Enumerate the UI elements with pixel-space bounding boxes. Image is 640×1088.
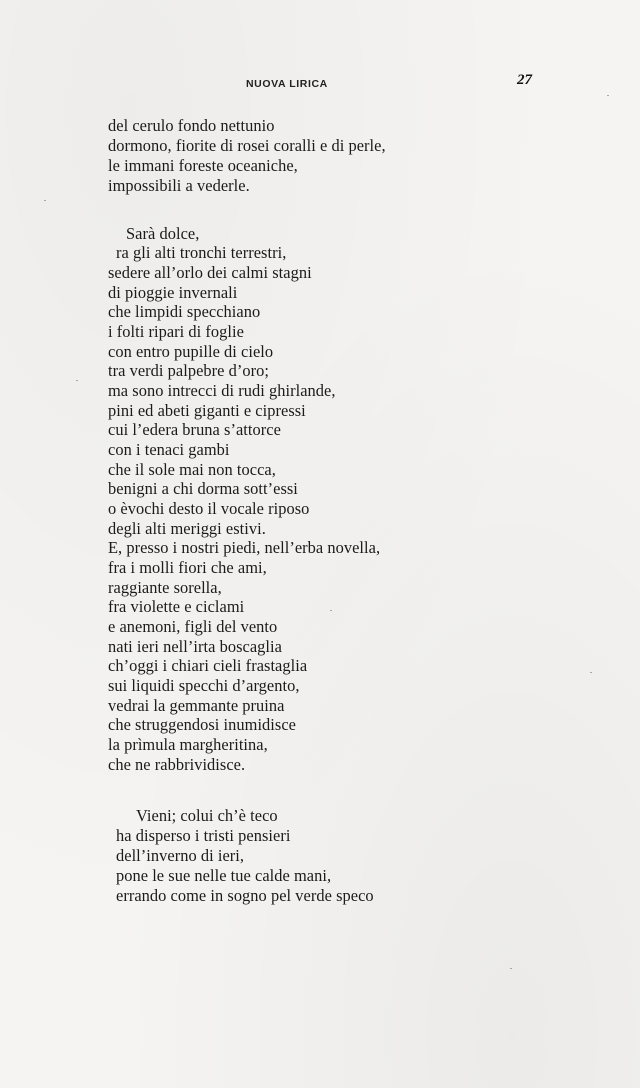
poem-line: errando come in sogno pel verde speco xyxy=(116,886,374,905)
scan-speck xyxy=(607,95,609,96)
poem-line: dormono, fiorite di rosei coralli e di perle, xyxy=(108,136,386,155)
poem-line: Vieni; colui ch’è teco xyxy=(136,806,278,825)
poem-line: degli alti meriggi estivi. xyxy=(108,519,266,538)
poem-line: pini ed abeti giganti e cipressi xyxy=(108,401,306,420)
poem-line: tra verdi palpebre d’oro; xyxy=(108,361,269,380)
poem-line: che struggendosi inumidisce xyxy=(108,715,296,734)
scan-speck xyxy=(76,380,78,381)
poem-line: e anemoni, figli del vento xyxy=(108,617,278,636)
poem-line: raggiante sorella, xyxy=(108,578,222,597)
poem-line: che il sole mai non tocca, xyxy=(108,460,276,479)
scan-speck xyxy=(510,968,512,969)
poem-line: ra gli alti tronchi terrestri, xyxy=(116,243,287,262)
poem-line: fra i molli fiori che ami, xyxy=(108,558,267,577)
poem-line: nati ieri nell’irta boscaglia xyxy=(108,637,282,656)
poem-line: vedrai la gemmante pruina xyxy=(108,696,285,715)
poem-line: sedere all’orlo dei calmi stagni xyxy=(108,263,312,282)
poem-line: del cerulo fondo nettunio xyxy=(108,116,275,135)
poem-line: sui liquidi specchi d’argento, xyxy=(108,676,300,695)
poem-line: con entro pupille di cielo xyxy=(108,342,274,361)
poem-line: le immani foreste oceaniche, xyxy=(108,156,298,175)
poem-line: la prìmula margheritina, xyxy=(108,735,268,754)
poem-line: impossibili a vederle. xyxy=(108,176,250,195)
poem-line: i folti ripari di foglie xyxy=(108,322,244,341)
poem-line: di pioggie invernali xyxy=(108,283,238,302)
running-title: NUOVA LIRICA xyxy=(246,78,328,90)
poem-line: pone le sue nelle tue calde mani, xyxy=(116,866,332,885)
scan-speck xyxy=(44,200,46,201)
poem-line: o èvochi desto il vocale riposo xyxy=(108,499,310,518)
poem-line: cui l’edera bruna s’attorce xyxy=(108,420,281,439)
poem-line: dell’inverno di ieri, xyxy=(116,846,245,865)
poem-line: Sarà dolce, xyxy=(126,224,200,243)
poem-line: fra violette e ciclami xyxy=(108,597,245,616)
page-number: 27 xyxy=(517,72,532,88)
poem-line: benigni a chi dorma sott’essi xyxy=(108,479,298,498)
scan-speck xyxy=(330,610,332,611)
poem-line: ma sono intrecci di rudi ghirlande, xyxy=(108,381,336,400)
poem-line: che limpidi specchiano xyxy=(108,302,261,321)
poem-line: che ne rabbrividisce. xyxy=(108,755,246,774)
poem-line: E, presso i nostri piedi, nell’erba novella, xyxy=(108,538,381,557)
poem-line: ha disperso i tristi pensieri xyxy=(116,826,291,845)
poem-line: ch’oggi i chiari cieli frastaglia xyxy=(108,656,308,675)
scan-speck xyxy=(590,672,592,673)
poem-line: con i tenaci gambi xyxy=(108,440,230,459)
